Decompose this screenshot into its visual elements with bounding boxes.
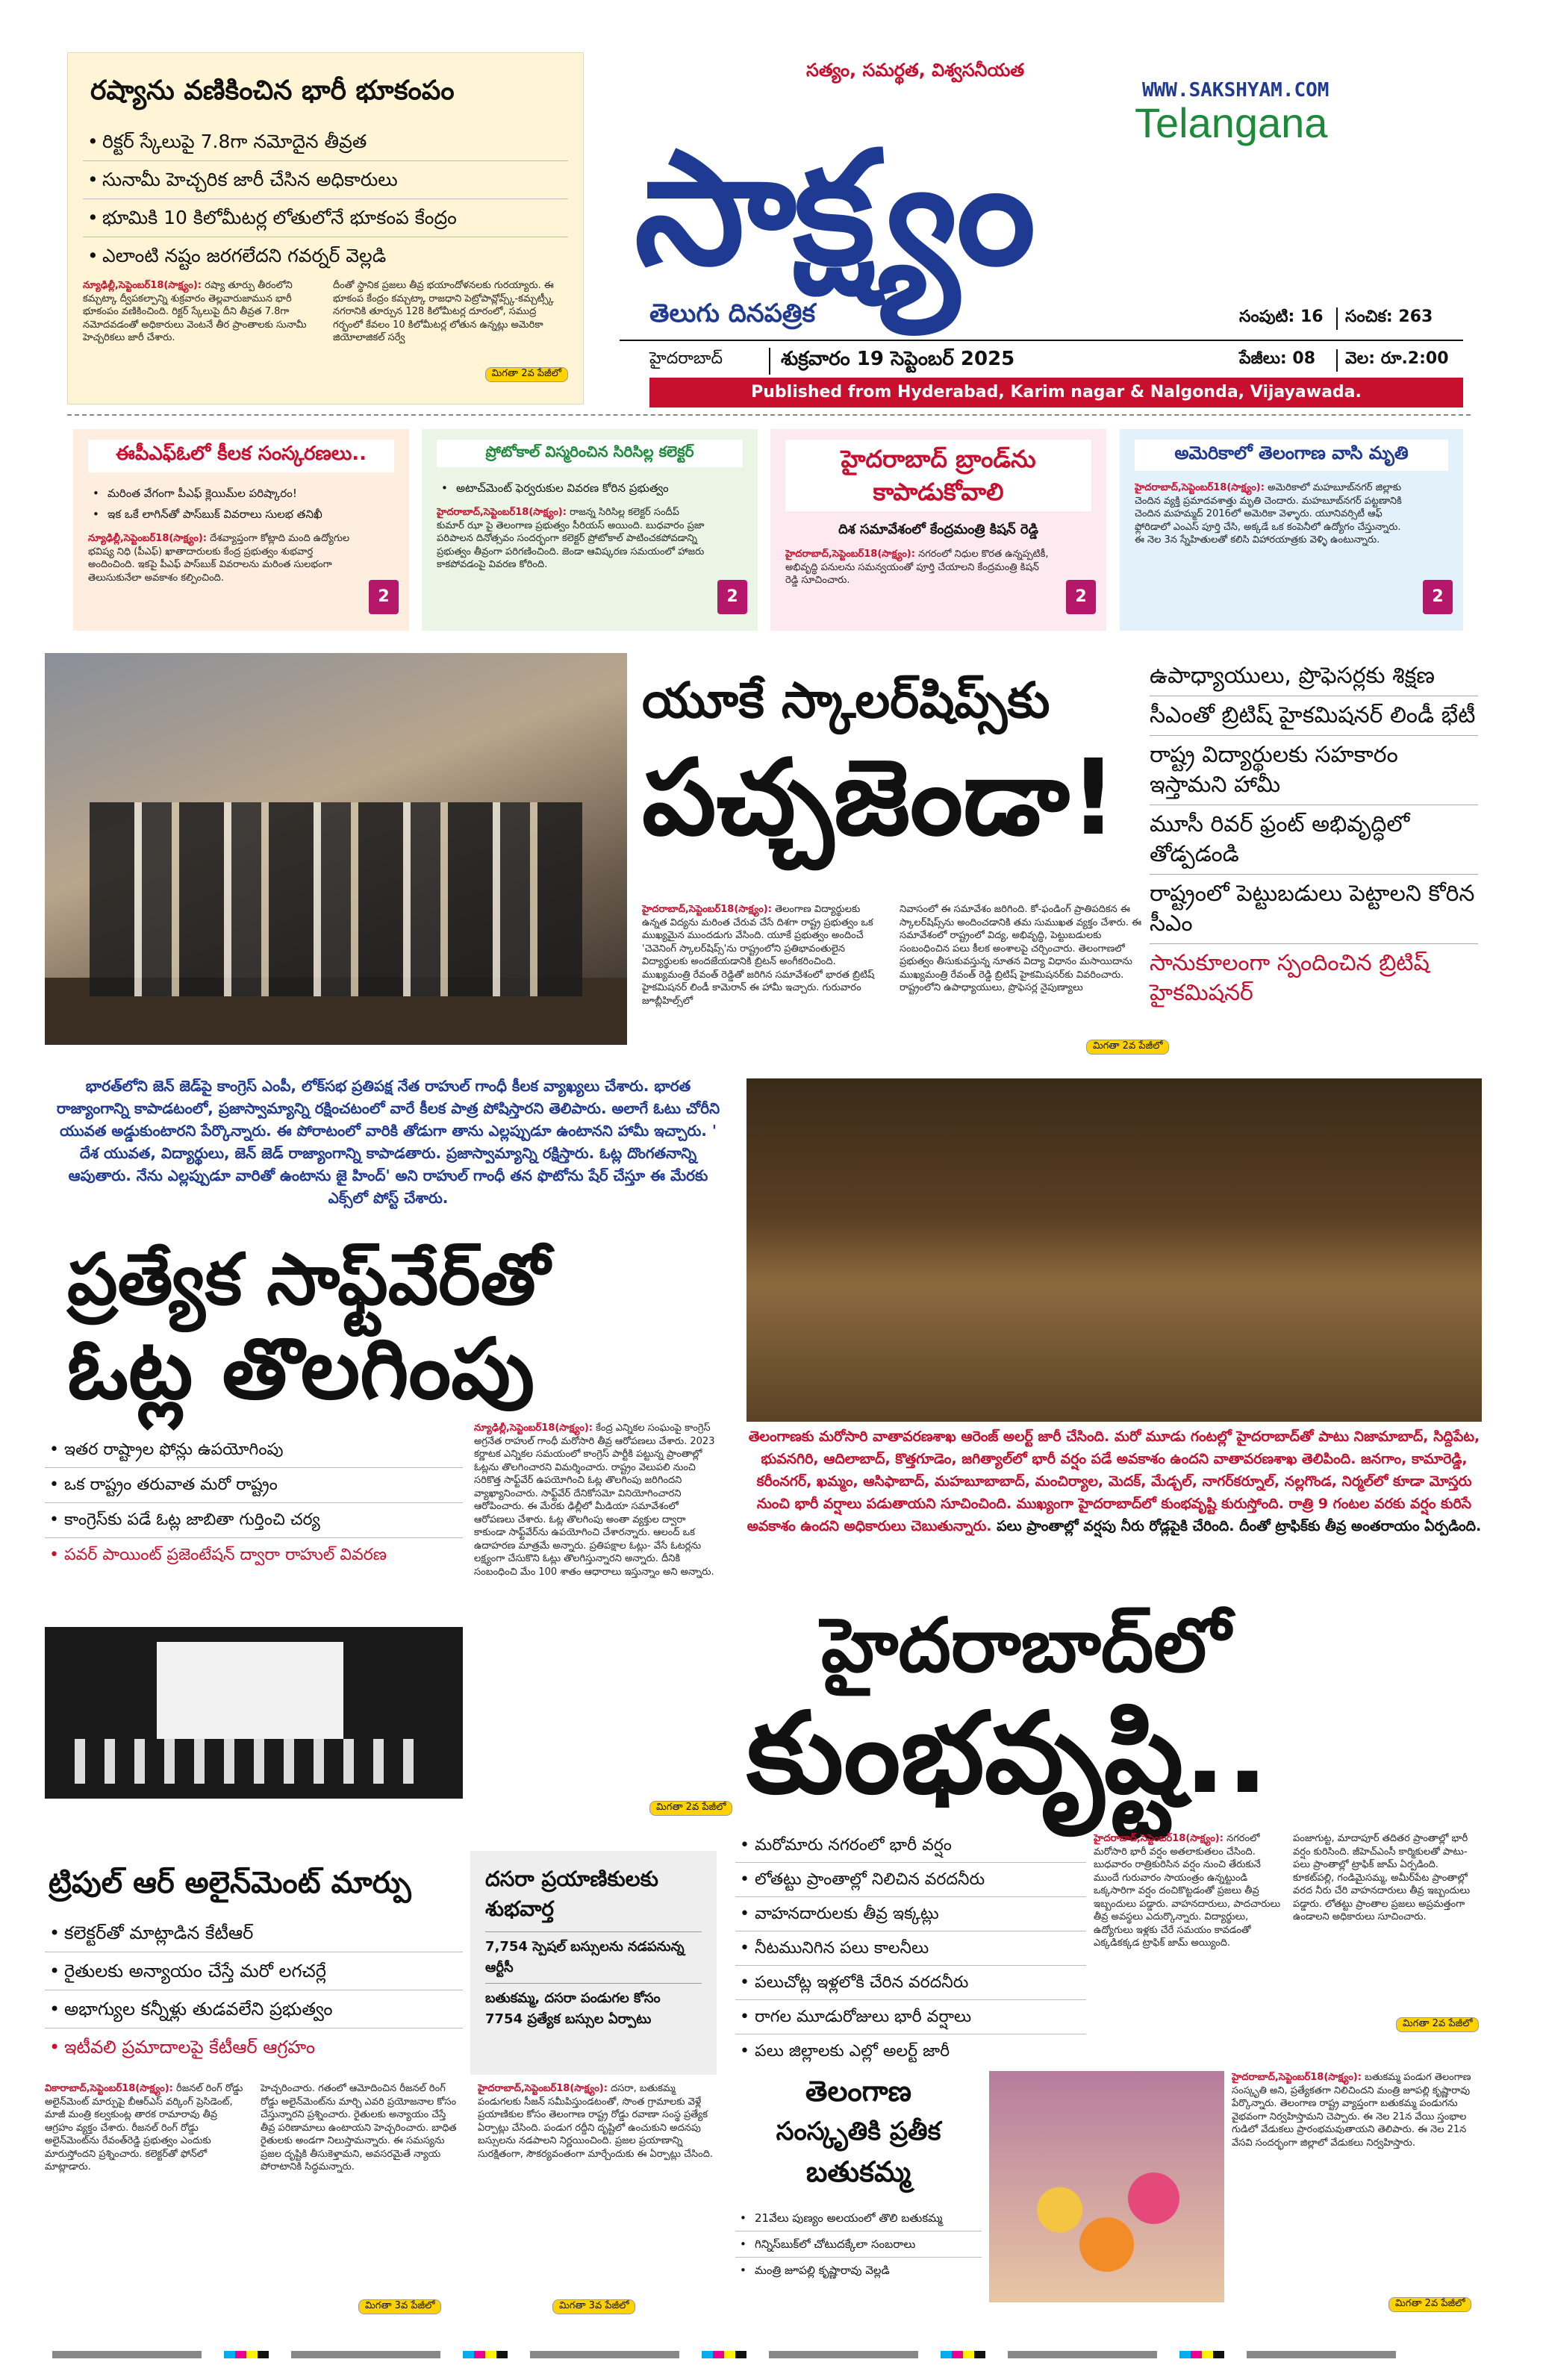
uk-side-item: సీఎంతో బ్రిటిష్ హైకమిషనర్ లిండీ భేటీ: [1150, 696, 1478, 736]
dasara-box: [470, 1851, 717, 2075]
box-title: అమెరికాలో తెలంగాణ వాసి మృతి: [1135, 440, 1448, 471]
ktr-headline: ట్రిపుల్ ఆర్ అలైన్‌మెంట్ మార్పు: [49, 1866, 411, 1900]
quake-bullet: • భూమికి 10 కిలోమీటర్ల లోతులోనే భూకంప కేంద్రం: [83, 199, 568, 237]
page-badge: 2: [369, 580, 399, 614]
page-badge: 2: [717, 580, 747, 614]
ktr-body: [45, 2082, 463, 2295]
masthead-date: శుక్రవారం 19 సెప్టెంబర్ 2025: [769, 348, 1014, 375]
uk-headline-big: పచ్చజెండా!: [642, 737, 1117, 859]
box-title: ప్రోటోకాల్ విస్మరించిన సిరిసిల్ల కలెక్టర్: [437, 440, 743, 467]
quake-bullet: • సునామీ హెచ్చరిక జారీ చేసిన అధికారులు: [83, 161, 568, 199]
dasara-dateline: హైదరాబాద్,సెప్టెంబర్18(సాక్ష్యం):: [478, 2083, 608, 2094]
uk-headline-top: యూకే స్కాలర్‌షిప్స్‌కు: [642, 672, 1050, 729]
box-dateline: న్యూఢిల్లీ,సెప్టెంబర్18(సాక్ష్యం):: [88, 533, 207, 544]
dasara-text: దసరా, బతుకమ్మ పండుగలకు సీజన్ సమీపిస్తుండటంతో, సొంత గ్రామాలకు వెళ్లే ప్రయాణికుల కోసం తెలంగాణ రాష్ట్ర రోడ్డు రవాణా సంస్థ ప్రత్యేక ఏర్పాట్లు చేసింది. పండుగ రద్దీని దృష్టిలో ఉంచుకుని అదనపు బస్సులను నడపాలని నిర్ణయించింది. ప్రజల ప్రయాణాన్ని సురక్షితంగా, సౌకర్యవంతంగా మార్చేందుకు ఈ ఏర్పాట్లు చేసింది.: [478, 2083, 714, 2160]
box-text: అమెరికాలో మహబూబ్‌నగర్ జిల్లాకు చెందిన వ్యక్తి ప్రమాదవశాత్తు మృతి చెందారు. మహబూబ్‌నగర్ పట్టణానికి చెందిన మహమ్మద్ 2016లో అమెరికా వెళ్ళారు. యూనివర్సిటీ ఆఫ్ ఫ్లోరిడాలో ఎంఎస్ పూర్తి చేసి, అక్కడే ఒక కంపెనీలో ఉద్యోగం చేస్తున్నారు. ఈ నెల 3న స్నేహితులతో కలిసి విహారయాత్రకు వెళ్ళి ఉంటున్నారు.: [1135, 482, 1402, 546]
uk-side-item: మూసీ రివర్ ఫ్రంట్ అభివృద్ధిలో తోడ్పడండి: [1150, 805, 1478, 875]
box-dateline: హైదరాబాద్,సెప్టెంబర్18(సాక్ష్యం):: [785, 549, 915, 560]
masthead-issue: సంచిక: 263: [1336, 307, 1433, 330]
quake-headline: రష్యాను వణికించిన భారీ భూకంపం: [90, 75, 455, 106]
dasara-point: బతుకమ్మ, దసరా పండుగల కోసం 7754 ప్రత్యేక బస్సుల ఏర్పాటు: [485, 1983, 702, 2030]
continued-badge: మిగతా 2వ పేజీలో: [1388, 2297, 1471, 2312]
continued-badge: మిగతా 3వ పేజీలో: [358, 2299, 441, 2314]
masthead-edition: Telangana: [1135, 99, 1328, 146]
ktr-bullet: • కలెక్టర్‌తో మాట్లాడిన కేటీఆర్: [45, 1914, 463, 1952]
rain-body: [1094, 1832, 1482, 2015]
rahul-bullet: • ఇతర రాష్ట్రాల ఫోన్లు ఉపయోగింపు: [45, 1433, 463, 1468]
uk-side-item: రాష్ట్ర విద్యార్థులకు సహకారం ఇస్తామని హామీ: [1150, 736, 1478, 805]
rain-bullet: • మరోమారు నగరంలో భారీ వర్షం: [735, 1828, 1086, 1863]
quake-bullet: • ఎలాంటి నష్టం జరగలేదని గవర్నర్ వెల్లడి: [83, 237, 568, 275]
uk-dateline: హైదరాబాద్,సెప్టెంబర్18(సాక్ష్యం):: [642, 904, 772, 915]
rahul-text: కేంద్ర ఎన్నికల సంఘంపై కాంగ్రెస్ అగ్రనేత రాహుల్ గాంధీ మరోసారి తీవ్ర ఆరోపణలు చేశారు. 2023 కర్ణాటక ఎన్నికల సమయంలో కాంగ్రెస్ పార్టీకి పట్టున్న ప్రాంతాల్లో ఓట్లను తొలగించారని విమర్శించారు. రాష్ట్రం వెలుపలి నుంచి సరికొత్త సాఫ్ట్‌వేర్ ఉపయోగించి ఓట్ల తొలగింపు జరిగిందని వ్యాఖ్యానించారు. సాఫ్ట్‌వేర్ దేనికోసమో వినియోగించారని ఆరోపించారు. ఈ మేరకు ఢిల్లీలో మీడియా సమావేశంలో ఆరోపణలు చేశారు. ఓట్ల తొలగింపు అంతా వ్యక్తుల ద్వారా కాకుండా సాఫ్ట్‌వేర్‌ను ఉపయోగించి చేశారన్నారు. ఆలంద్ ఒక ఉదాహరణ మాత్రమే అన్నారు. ప్రతిపక్షాల ఓట్లు- వేసే ఓటర్లను లక్ష్యంగా చేసుకొని ఓట్లు తొలగిస్తున్నారని అన్నారు. దీనికి సంబంధించి మేం 100 శాతం ఆధారాలు ఇస్తున్నాం అని అన్నారు.: [474, 1422, 715, 1578]
rahul-bullet: • ఒక రాష్ట్రం తరువాత మరో రాష్ట్రం: [45, 1468, 463, 1503]
rain-bullet: • నీటమునిగిన పలు కాలనీలు: [735, 1931, 1086, 1966]
masthead-url: WWW.SAKSHYAM.COM: [1142, 79, 1330, 101]
rain-headline-top: హైదరాబాద్‌లో: [821, 1602, 1231, 1689]
bathukamma-bullets: [735, 2205, 982, 2283]
quake-dateline: న్యూఢిల్లీ,సెప్టెంబర్18(సాక్ష్యం):: [83, 280, 202, 291]
masthead-price: వెల: రూ.2:00: [1336, 349, 1449, 372]
rain-col1: నగరంలో మరోసారి భారీ వర్షం అతలాకుతలం చేసింది. బుధవారం రాత్రికురిసిన వర్షం నుంచి తేరుకునే ముందే గురువారం సాయంత్రం ఉన్నట్టుండి ఒక్కసారిగా వర్షం దంచికొట్టడంతో ప్రజలు తీవ్ర ఇబ్బందులు పడ్డారు. వాహనదారులు, పాదచారులు తీవ్ర అవస్థలు ఎదుర్కొన్నారు. విద్యార్థులు, ఉద్యోగులు ఇళ్లకు చేరే సమయం కావడంతో ఎక్కడికక్కడ ట్రాఫిక్ జామ్ అయ్యింది.: [1094, 1833, 1281, 1949]
uk-side-item: రాష్ట్రంలో పెట్టుబడులు పెట్టాలని కోరిన సీఎం: [1150, 875, 1478, 944]
ktr-col1: రీజనల్ రింగ్ రోడ్డు అలైన్‌మెంట్ మార్పుపై బీఆర్ఎస్ వర్కింగ్ ప్రెసిడెంట్, మాజీ మంత్రి కల్వకుంట్ల తారక రామారావు తీవ్ర ఆగ్రహం వ్యక్తం చేశారు. రీజనల్ రింగ్ రోడ్డు అలైన్‌మెంట్‌ను రేవంత్‌రెడ్డి ప్రభుత్వం ఎందుకు మారుస్తోందని ప్రశ్నించారు. కలెక్టర్‌తో ఫోన్‌లో మాట్లాడారు.: [45, 2083, 243, 2173]
box-bullet: • అటాచ్‌మెంట్ ఫెర్వరుకుల వివరణ కోరిన ప్రభుత్వం: [437, 478, 743, 499]
bathukamma-headline-1: తెలంగాణ: [805, 2075, 912, 2108]
rahul-bullet: • కాంగ్రెస్‌కు పడే ఓట్ల జాబితా గుర్తించి చర్య: [45, 1503, 463, 1538]
bathukamma-photo: [989, 2071, 1224, 2302]
masthead-logo: సాక్ష్యం: [635, 117, 1033, 300]
bathukamma-bullet: • మంత్రి జూపల్లి కృష్ణారావు వెల్లడి: [735, 2258, 982, 2283]
ktr-bullets: [45, 1914, 463, 2066]
ktr-bullet: • అభాగ్యుల కన్నీళ్లు తుడవలేని ప్రభుత్వం: [45, 1990, 463, 2028]
box-title: హైదరాబాద్ బ్రాండ్‌ను కాపాడుకోవాలి: [785, 440, 1091, 511]
bathukamma-headline-2: సంస్కృతికి ప్రతీక: [776, 2117, 941, 2146]
bathukamma-text: బతుకమ్మ పండుగ తెలంగాణ సంస్కృతి అని, ప్రత్యేకతగా నిలిచిందని మంత్రి జూపల్లి కృష్ణారావు పేర్కొన్నారు. తెలంగాణ రాష్ట్ర వ్యాప్తంగా బతుకమ్మ పండుగను వైభవంగా నిర్వహిస్తామని చెప్పారు. ఈ నెల 21న వేయి స్తంభాల గుడిలో వేడుకలు ప్రారంభమవుతాయని తెలిపారు. ఈ నెల 21న వేసవి సందర్భంగా జిల్లాలో వేడుకలు నిర్వహిస్తారు.: [1232, 2072, 1471, 2149]
ktr-dateline: వికారాబాద్,సెప్టెంబర్18(సాక్ష్యం):: [45, 2083, 173, 2094]
rain-caption: [746, 1425, 1482, 1537]
continued-badge: మిగతా 2వ పేజీలో: [485, 367, 568, 382]
bathukamma-bullet: • 21వేలు పుణ్యం అలయంలో తొలి బతుకమ్మ: [735, 2205, 982, 2231]
box-dateline: హైదరాబాద్,సెప్టెంబర్18(సాక్ష్యం):: [1135, 482, 1265, 493]
rain-caption-black: పలు ప్రాంతాల్లో వర్షపు నీరు రోడ్లపైకి చేరింది. దీంతో ట్రాఫిక్‌కు తీవ్ర అంతరాయం ఏర్పడింది.: [997, 1518, 1482, 1534]
rahul-bullet: • పవర్ పాయింట్ ప్రజెంటేషన్ ద్వారా రాహుల్ వివరణ: [45, 1538, 463, 1572]
box-dateline: హైదరాబాద్,సెప్టెంబర్18(సాక్ష్యం):: [437, 507, 567, 518]
masthead-volume: సంపుటి: 16: [1239, 307, 1324, 326]
masthead-published: Published from Hyderabad, Karim nagar & Nalgonda, Vijayawada.: [649, 378, 1463, 407]
uk-col1: తెలంగాణ విద్యార్థులకు ఉన్నత విద్యను మరింత చేరువ చేసే దిశగా రాష్ట్ర ప్రభుత్వం ఒక ముఖ్యమైన ముందడుగు వేసింది. యూకే ప్రభుత్వం అందించే 'చెవెనింగ్ స్కాలర్‌షిప్స్'ను రాష్ట్రంలోని ప్రతిభావంతులైన విద్యార్థులకు అందజేయడానికి బ్రిటన్ అంగీకరించింది. ముఖ్యమంత్రి రేవంత్ రెడ్డితో జరిగిన సమావేశంలో భారత బ్రిటిష్ హైకమిషనర్ లిండీ కామెరాన్ ఈ హామీ ఇచ్చారు. గురువారం జూబ్లీహిల్స్‌లో: [642, 904, 875, 1007]
rahul-body: [474, 1422, 720, 1795]
rain-photo: [746, 1078, 1482, 1422]
bathukamma-body: [1232, 2071, 1478, 2295]
masthead-pages: పేజీలు: 08: [1239, 349, 1316, 368]
box-subtitle: దిశ సమావేశంలో కేంద్రమంత్రి కిషన్ రెడ్డి: [838, 522, 1038, 537]
rahul-headline-top: ప్రత్యేక సాఫ్ట్‌వేర్‌తో: [67, 1239, 550, 1321]
box-sircilla: [422, 429, 758, 631]
rain-col2: పంజాగుట్ట, మాదాపూర్ తదితర ప్రాంతాల్లో భారీ వర్షం కురిసింది. జీహెచ్ఎంసీ కార్మికులతో పాటు- పలు ప్రాంతాల్లో ట్రాఫిక్ జామ్ ఏర్పడింది. కూకట్‌పల్లి, గండిమైసమ్మ, అమీర్‌పేట ప్రాంతాల్లో వరద నీరు చేరి వాహనదారులు తీవ్ర ఇబ్బందులు పడ్డారు. లోతట్టు ప్రాంతాల ప్రజలు అప్రమత్తంగా ఉండాలని అధికారులు సూచించారు.: [1293, 1833, 1471, 1923]
uk-photo: [45, 653, 627, 1045]
rain-caption-red: తెలంగాణకు మరోసారి వాతావరణశాఖ ఆరెంజ్ అలర్ట్ జారీ చేసింది. మరో మూడు గంటల్లో హైదరాబాద్‌తో పాటు నిజామాబాద్, సిద్దిపేట, భువనగిరి, ఆదిలాబాద్, కొత్తగూడెం, జగిత్యాల్‌లో భారీ వర్షం పడే అవకాశం ఉందని వాతావరణశాఖ తెలిపింది. జనగాం, కామారెడ్డి, కరీంనగర్, ఖమ్మం, ఆసిఫాబాద్, మహబూబాబాద్, మంచిర్యాల, మెదక్, మేడ్చల్, నాగర్‌కర్నూల్, నల్లగొండ, నిర్మల్‌లో కూడా మోస్తరు నుంచి భారీ వర్షాలు పడుతాయని సూచించింది. ముఖ్యంగా హైదరాబాద్‌లో కుంభవృష్టి కురుస్తోంది. రాత్రి 9 గంటల వరకు వర్షం కురిసే అవకాశం ఉందని అధికారులు చెబుతున్నారు.: [746, 1428, 1480, 1534]
bathukamma-headline-3: బతుకమ్మ: [805, 2155, 911, 2188]
rain-bullet: • లోతట్టు ప్రాంతాల్లో నిలిచిన వరదనీరు: [735, 1863, 1086, 1897]
box-us: [1120, 429, 1463, 631]
ktr-bullet: • రైతులకు అన్యాయం చేస్తే మరో లగచర్లే: [45, 1952, 463, 1990]
continued-badge: మిగతా 2వ పేజీలో: [649, 1801, 732, 1816]
ktr-col2: హెచ్చరించారు. గతంలో ఆమోదించిన రీజనల్ రింగ్ రోడ్డు అలైన్‌మెంట్‌ను మార్చి ఎవరి ప్రయోజనాల కోసం చేస్తున్నారని ప్రశ్నించారు. రైతులకు అన్యాయం చేస్తే తీవ్ర పరిణామాలు ఉంటాయని హెచ్చరించారు. బాధిత రైతులకు అండగా నిలుస్తామన్నారు. ఈ సమస్యను ప్రజల దృష్టికి తీసుకెళ్తామని, అవసరమైతే న్యాయ పోరాటానికి సిద్ధమన్నారు.: [261, 2083, 457, 2173]
box-bullet: • మరింత వేగంగా పీఎఫ్ క్లెయిమ్‌ల పరిష్కారం!: [88, 483, 394, 504]
box-text: రాజన్న సిరిసిల్ల కలెక్టర్ సందీప్ కుమార్ ఝా పై తెలంగాణ ప్రభుత్వం సీరియస్ అయింది. బుధవారం ప్రజా పరిపాలన దినోత్సవం సందర్భంగా కలెక్టర్ ప్రోటోకాల్ పాటించకపోవడాన్ని ప్రభుత్వం తీవ్రంగా పరిగణించింది. జెండా ఆవిష్కరణ సమయంలో హాజరు కాకపోవడంపై వివరణ కోరింది.: [437, 507, 705, 571]
page-badge: 2: [1066, 580, 1096, 614]
uk-body: [642, 903, 1142, 1041]
rain-bullets: [735, 1828, 1086, 2068]
masthead-city: హైదరాబాద్: [649, 349, 723, 368]
rahul-bullets: [45, 1433, 463, 1572]
box-title: ఈపీఎఫ్ఓలో కీలక సంస్కరణలు..: [88, 440, 394, 472]
rain-bullet: • పలుచోట్ల ఇళ్లలోకి చేరిన వరదనీరు: [735, 1966, 1086, 2000]
uk-col2: నివాసంలో ఈ సమావేశం జరిగింది. కో-ఫండింగ్ ప్రాతిపదికన ఈ స్కాలర్‌షిప్స్‌ను అందించడానికి తమ సుముఖత వ్యక్తం చేశారు. ఈ సమావేశంలో రాష్ట్రంలో విద్య, అభివృద్ధి, పెట్టుబడులకు సంబంధించిన పలు కీలక అంశాలపై చర్చించారు. తెలంగాణలో ప్రభుత్వం తీసుకువస్తున్న నూతన విద్యా విధానం మసాయిదాను ముఖ్యమంత్రి రేవంత్ రెడ్డి బ్రిటిష్ హైకమిషనర్‌కు వివరించారు. రాష్ట్రంలోని ఉపాధ్యాయులు, ప్రొఫెసర్ల నైపుణ్యాలు: [900, 904, 1142, 994]
rain-headline-big: కుంభవృష్టి..: [746, 1689, 1269, 1819]
quake-bullets: [83, 123, 568, 275]
masthead-subtitle: తెలుగు దినపత్రిక: [649, 299, 816, 328]
dasara-body: [478, 2082, 717, 2295]
box-brand: [770, 429, 1106, 631]
bathukamma-headline: [735, 2071, 982, 2192]
box-epfo: [73, 429, 409, 631]
rain-bullet: • వాహనదారులకు తీవ్ర ఇక్కట్లు: [735, 1897, 1086, 1931]
rain-bullet: • పలు జిల్లాలకు ఎల్లో అలర్ట్ జారీ: [735, 2034, 1086, 2068]
continued-badge: మిగతా 2వ పేజీలో: [1396, 2017, 1479, 2032]
bathukamma-dateline: హైదరాబాద్,సెప్టెంబర్18(సాక్ష్యం):: [1232, 2072, 1362, 2083]
dasara-point: 7,754 స్పెషల్ బస్సులను నడపనున్న ఆర్టీసీ: [485, 1931, 702, 1978]
box-bullet: • ఇక ఒకే లాగిన్‌తో పాస్‌బుక్ వివరాలు సులభ తనిఖీ: [88, 504, 394, 525]
quake-col1: రష్యా తూర్పు తీరంలోని కమ్చట్కా ద్వీపకల్పాన్ని శుక్రవారం తెల్లవారుజామున భారీ భూకంపం వణికించింది. రిక్టర్ స్కేలుపై దీని తీవ్రత 7.8గా నమోదవడంతో అధికారులు వెంటనే తీర ప్రాంతాలకు సునామీ హెచ్చరికలు జారీ చేశారు.: [83, 280, 307, 344]
box-text: దేశవ్యాప్తంగా కోట్లాది మంది ఉద్యోగుల భవిష్య నిధి (పీఎఫ్) ఖాతాదారులకు కేంద్ర ప్రభుత్వం శుభవార్త అందించింది. ఇకపై పీఎఫ్ పాస్‌బుక్ వివరాలను మరింత సులభంగా తెలుసుకునేలా అవకాశం కల్పించింది.: [88, 533, 350, 584]
uk-side-item: ఉపాధ్యాయులు, ప్రొఫెసర్లకు శిక్షణ: [1150, 657, 1478, 696]
rahul-photo: [45, 1627, 463, 1799]
rahul-dateline: న్యూఢిల్లీ,సెప్టెంబర్18(సాక్ష్యం):: [474, 1422, 593, 1434]
continued-badge: మిగతా 2వ పేజీలో: [1086, 1040, 1169, 1055]
color-registration-bar: [0, 2351, 1543, 2361]
masthead: [620, 52, 1463, 418]
quake-col2: దీంతో స్థానిక ప్రజలు తీవ్ర భయాందోళనలకు గురయ్యారు. ఈ భూకంప కేంద్రం కమ్చట్కా రాజధాని పెట్రోపావ్లోవ్స్క్-కమ్చట్స్కీ నగరానికి తూర్పున 128 కిలోమీటర్ల దూరంలో, సముద్ర గర్భంలో కేవలం 10 కిలోమీటర్ల లోతున ఉన్నట్లు అమెరికా జియోలాజికల్ సర్వే: [333, 280, 554, 344]
box-text: నగరంలో నిధుల కొరత ఉన్నప్పటికీ, అభివృద్ధి పనులను సమన్వయంతో పూర్తి చేయాలని కేంద్రమంత్రి కిషన్ రెడ్డి సూచించారు.: [785, 549, 1049, 587]
dasara-headline: దసరా ప్రయాణికులకు శుభవార్త: [485, 1867, 658, 1921]
rahul-headline-bottom: ఓట్ల తొలగింపు: [67, 1321, 534, 1418]
quake-bullet: • రిక్టర్ స్కేలుపై 7.8గా నమోదైన తీవ్రత: [83, 123, 568, 161]
rain-dateline: హైదరాబాద్,సెప్టెంబర్18(సాక్ష్యం):: [1094, 1833, 1224, 1844]
quake-box: [67, 52, 584, 405]
page-badge: 2: [1423, 580, 1453, 614]
rain-bullet: • రాగల మూడురోజులు భారీ వర్షాలు: [735, 2000, 1086, 2034]
continued-badge: మిగతా 3వ పేజీలో: [552, 2299, 635, 2314]
uk-sidebar: [1150, 657, 1478, 1013]
rahul-intro: భారత్‌లోని జెన్ జెడ్‌పై కాంగ్రెస్ ఎంపీ, లోక్‌సభ ప్రతిపక్ష నేత రాహుల్ గాంధీ కీలక వ్యాఖ్యలు చేశారు. భారత రాజ్యాంగాన్ని కాపాడటంలో, ప్రజాస్వామ్యాన్ని రక్షించటంలో వారే కీలక పాత్ర పోషిస్తారని తెలిపారు. అలాగే ఓటు చోరీని యువత అడ్డుకుంటారని పేర్కొన్నారు. ఈ పోరాటంలో వారికి తోడుగా తాను ఎల్లప్పుడూ ఉంటానని హామీ ఇచ్చారు. ' దేశ యువత, విద్యార్థులు, జెన్ జెడ్ రాజ్యాంగాన్ని కాపాడతారు. ప్రజాస్వామ్యాన్ని రక్షిస్తారు. ఓట్ల దొంగతనాన్ని ఆపుతారు. నేను ఎల్లప్పుడూ వారితో ఉంటాను జై హింద్' అని రాహుల్ గాంధీ తన ఫొటోను షేర్ చేస్తూ ఈ మేరకు ఎక్స్‌లో పోస్ట్ చేశారు.: [56, 1077, 720, 1207]
uk-side-red: సానుకూలంగా స్పందించిన బ్రిటిష్ హైకమిషనర్: [1150, 950, 1430, 1006]
bathukamma-bullet: • గిన్నిస్‌బుక్‌లో చోటుదక్కేలా సంబరాలు: [735, 2231, 982, 2258]
masthead-tagline: సత్యం, సమర్థత, విశ్వసనీయత: [806, 60, 1025, 81]
ktr-bullet: • ఇటీవలి ప్రమాదాలపై కేటీఆర్ ఆగ్రహం: [45, 2028, 463, 2066]
